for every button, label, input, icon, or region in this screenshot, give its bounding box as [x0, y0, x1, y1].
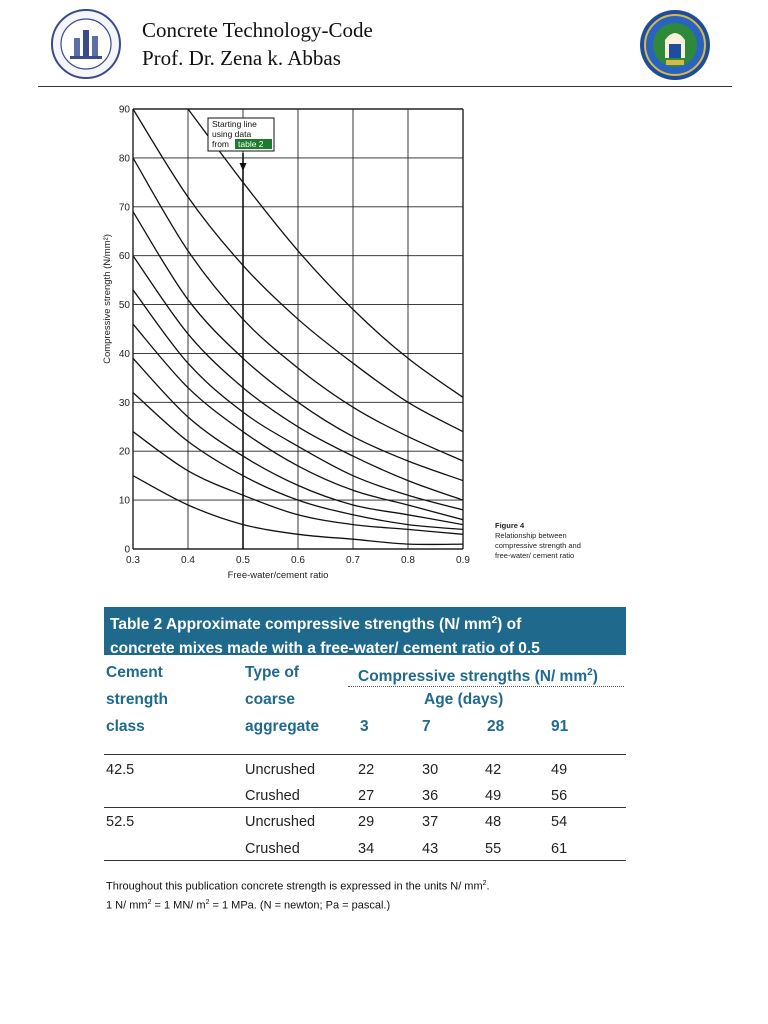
- university-seal-logo: [50, 8, 122, 80]
- figure-caption-line: free-water/ cement ratio: [495, 551, 575, 560]
- table-title-text: Table 2 Approximate compressive strengths (N/ mm: [110, 616, 492, 634]
- header-title: [142, 16, 373, 72]
- footnote-sup: 2: [482, 880, 487, 887]
- header-age-91: 91: [551, 718, 569, 735]
- cell-aggregate: Uncrushed: [245, 814, 316, 830]
- header-coarse-aggregate: [245, 659, 319, 740]
- professor-name: Prof. Dr. Zena k. Abbas: [142, 46, 341, 70]
- y-axis-label: Compressive strength (N/mm²): [102, 234, 113, 364]
- cell-value: 55: [485, 841, 502, 857]
- x-tick-label: 0.5: [236, 555, 250, 566]
- table-title-sup: 2: [491, 615, 498, 626]
- y-tick-label: 60: [118, 251, 130, 263]
- page-header: [0, 0, 768, 88]
- header-text: Type of: [245, 664, 299, 681]
- y-tick-label: 10: [118, 495, 130, 507]
- cell-value: 42: [485, 762, 502, 778]
- cell-value: 30: [422, 762, 439, 778]
- table-2: [104, 607, 626, 857]
- cell-value: 37: [422, 814, 439, 830]
- header-age-28: 28: [487, 718, 505, 735]
- table-group-rule: [104, 807, 626, 808]
- cell-value: 29: [358, 814, 375, 830]
- table-title-line2: concrete mixes made with a free-water/ cement ratio of 0.5: [110, 640, 540, 658]
- course-title: Concrete Technology-Code: [142, 18, 373, 42]
- x-tick-label: 0.4: [181, 555, 195, 566]
- x-tick-label: 0.8: [401, 555, 415, 566]
- header-age-3: 3: [360, 718, 369, 735]
- table-bottom-rule: [104, 860, 626, 861]
- starting-line-arrow: [240, 163, 247, 171]
- figure-caption: [495, 521, 605, 561]
- cell-value: 54: [551, 814, 568, 830]
- footnote-line1: [106, 876, 490, 895]
- cell-value: 49: [551, 762, 568, 778]
- header-cement-strength-class: [106, 659, 168, 740]
- header-divider: [38, 86, 732, 87]
- footnote-line2: [106, 895, 490, 914]
- strength-ratio-figure: [98, 100, 478, 590]
- cell-aggregate: Uncrushed: [245, 762, 316, 778]
- table-title-line1: [110, 609, 620, 637]
- units-footnote: [106, 876, 490, 913]
- strength-ratio-chart: [98, 100, 478, 590]
- x-tick-label: 0.7: [346, 555, 360, 566]
- y-tick-label: 40: [118, 348, 130, 360]
- cell-class: 52.5: [106, 814, 135, 830]
- footnote-sup: 2: [205, 898, 210, 906]
- header-text: aggregate: [245, 718, 320, 735]
- annotation-text: using data: [212, 129, 252, 139]
- header-text: Compressive strengths (N/ mm: [358, 668, 588, 686]
- cell-value: 49: [485, 788, 502, 804]
- y-tick-label: 50: [118, 300, 130, 312]
- header-text: class: [106, 718, 145, 735]
- cell-aggregate: Crushed: [245, 788, 300, 804]
- cell-value: 43: [422, 841, 439, 857]
- x-tick-label: 0.6: [291, 555, 305, 566]
- cell-aggregate: Crushed: [245, 841, 300, 857]
- footnote-text: 1 N/ mm: [106, 899, 148, 912]
- footnote-sup: 2: [147, 898, 152, 906]
- table-title-text: ) of: [497, 616, 522, 634]
- y-tick-label: 70: [118, 202, 130, 214]
- cell-class: 42.5: [106, 762, 135, 778]
- header-text: strength: [106, 691, 168, 708]
- cell-value: 27: [358, 788, 375, 804]
- x-tick-label: 0.3: [126, 555, 140, 566]
- cell-value: 48: [485, 814, 502, 830]
- header-text: coarse: [245, 691, 295, 708]
- header-age-7: 7: [422, 718, 431, 735]
- cell-value: 56: [551, 788, 568, 804]
- x-tick-label: 0.9: [456, 555, 470, 566]
- footnote-text: .: [486, 880, 490, 893]
- y-tick-label: 80: [118, 153, 130, 165]
- table-title: [104, 607, 626, 658]
- y-tick-label: 90: [118, 104, 130, 116]
- strength-curve: [188, 109, 463, 397]
- annotation-text: Starting line: [212, 119, 257, 129]
- x-axis-label: Free-water/cement ratio: [227, 570, 329, 581]
- footnote-text: = 1 MN/ m: [151, 899, 206, 912]
- footnote-text: Throughout this publication concrete strength is expressed in the units N/ mm: [106, 880, 483, 893]
- figure-caption-line: compressive strength and: [495, 541, 581, 550]
- cell-value: 22: [358, 762, 375, 778]
- footnote-text: = 1 MPa. (N = newton; Pa = pascal.): [209, 899, 391, 912]
- y-tick-label: 30: [118, 397, 130, 409]
- header-sup: 2: [587, 667, 593, 678]
- y-tick-label: 20: [118, 446, 130, 458]
- header-text: ): [592, 668, 598, 686]
- header-text: Cement: [106, 664, 163, 681]
- table-header-rule: [104, 754, 626, 755]
- cell-value: 61: [551, 841, 568, 857]
- college-emblem-logo: [638, 8, 712, 82]
- figure-caption-title: Figure 4: [495, 521, 525, 530]
- y-tick-label: 0: [124, 544, 130, 556]
- figure-caption-line: Relationship between: [495, 531, 567, 540]
- header-age-days: Age (days): [424, 691, 504, 708]
- annotation-text: from: [212, 139, 229, 149]
- annotation-highlight-text: table 2: [238, 139, 264, 149]
- cell-value: 34: [358, 841, 375, 857]
- cell-value: 36: [422, 788, 439, 804]
